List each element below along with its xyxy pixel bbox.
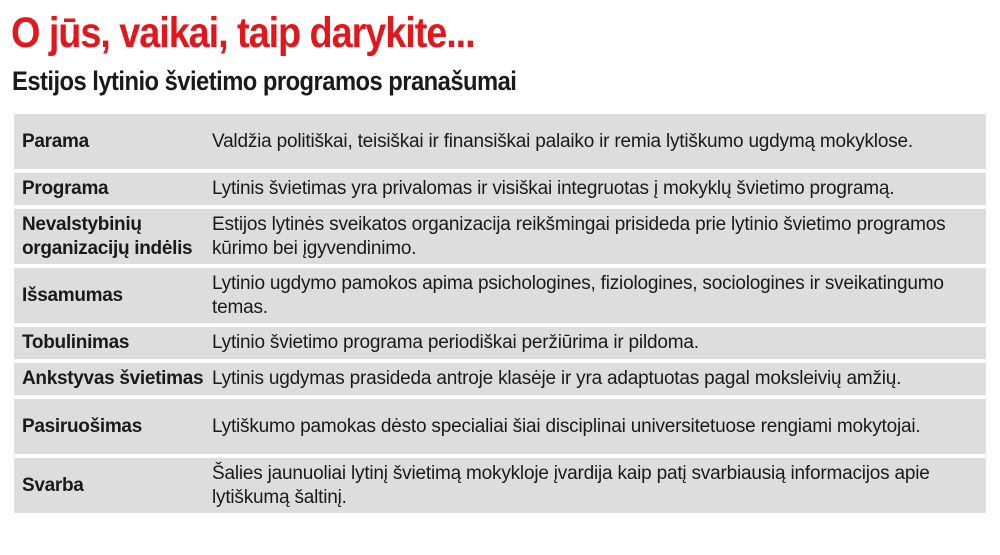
- row-description: Lytiškumo pamokas dėsto specialiai šiai disciplinai universitetuose rengiami mokytojai.: [212, 415, 921, 437]
- row-label: Parama: [22, 130, 89, 152]
- row-label: Tobulinimas: [22, 332, 130, 353]
- table-row: [14, 327, 986, 359]
- row-label: Išsamumas: [22, 284, 123, 306]
- row-label: Ankstyvas švietimas: [22, 368, 204, 389]
- row-description: Valdžia politiškai, teisiškai ir finansiškai palaiko ir remia lytiškumo ugdymą mokyklose.: [212, 130, 913, 152]
- row-description: Lytinio ugdymo pamokos apima psichologines, fiziologines, sociologines ir sveikatingumo temas.: [212, 272, 944, 318]
- table-row: [14, 209, 986, 264]
- row-description: Lytinis švietimas yra privalomas ir visiškai integruotas į mokyklų švietimo programą.: [212, 178, 895, 199]
- row-description: Lytinis ugdymas prasideda antroje klasėje ir yra adaptuotas pagal moksleivių amžių.: [212, 368, 902, 389]
- row-description: Šalies jaunuoliai lytinį švietimą mokykloje įvardija kaip patį svarbiausią informacijos apie lytiškumą šaltinį.: [212, 462, 930, 508]
- advantages-table: [14, 114, 986, 513]
- page-title: O jūs, vaikai, taip darykite...: [11, 9, 475, 57]
- table-row: [14, 458, 986, 513]
- table-row: [14, 363, 986, 395]
- table-row: [14, 268, 986, 323]
- row-label: Svarba: [22, 474, 84, 496]
- row-description: Estijos lytinės sveikatos organizacija reikšmingai prisideda prie lytinio švietimo programos kūrimo bei įgyvendinimo.: [212, 213, 946, 259]
- row-label: Programa: [22, 178, 109, 199]
- row-description: Lytinio švietimo programa periodiškai peržiūrima ir pildoma.: [212, 332, 699, 353]
- table-row: [14, 173, 986, 205]
- table-row: [14, 399, 986, 454]
- row-label: Pasiruošimas: [22, 415, 142, 437]
- page-subtitle: Estijos lytinio švietimo programos pranašumai: [12, 66, 517, 96]
- table-row: [14, 114, 986, 169]
- row-label: Nevalstybinių organizacijų indėlis: [22, 213, 193, 259]
